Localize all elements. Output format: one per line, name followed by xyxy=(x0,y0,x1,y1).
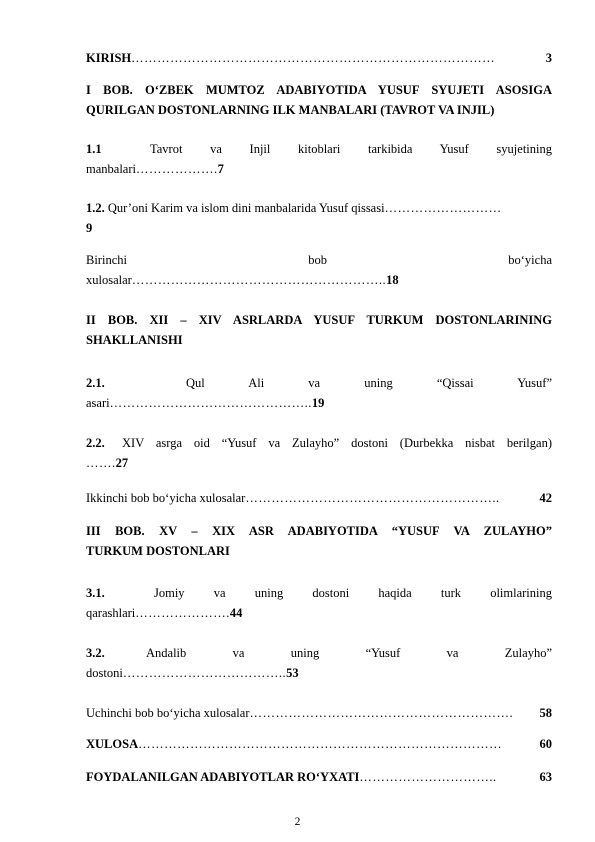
section-title: Qur’oni Karim va islom dini manbalarida Yusuf qissasi xyxy=(107,201,385,215)
toc-leader-dots: ………………………………………………….. xyxy=(245,491,500,505)
toc-entry-1-1[interactable] xyxy=(86,139,552,179)
section-title-cont: manbalari xyxy=(86,162,136,176)
toc-page-number: 9 xyxy=(86,221,93,235)
toc-label: XULOSA xyxy=(86,737,139,751)
section-title: Birinchi bob bo‘yicha xyxy=(86,253,552,267)
toc-leader-dots: ………………………………………………………………………… xyxy=(131,51,496,65)
toc-leader-dots: ……. xyxy=(86,456,116,470)
toc-page-number: 3 xyxy=(545,51,552,65)
toc-page-number: 53 xyxy=(286,666,299,680)
toc-entry-xulosa[interactable] xyxy=(86,736,552,753)
toc-entry-conclusion-1[interactable] xyxy=(86,250,552,290)
toc-leader-dots: ………………………….. xyxy=(359,770,497,784)
toc-entry-conclusion-2[interactable] xyxy=(86,490,552,507)
table-of-contents xyxy=(86,50,552,784)
toc-entry-2-1[interactable] xyxy=(86,373,552,413)
toc-leader-dots: ………………………………………………………………………… xyxy=(138,737,503,751)
toc-entry-3-1[interactable] xyxy=(86,583,552,623)
section-title: Jomiy va uning dostoni haqida turk olimlarining xyxy=(154,586,552,600)
toc-page-number: 44 xyxy=(229,606,243,620)
section-title-cont: asari xyxy=(86,396,110,410)
toc-entry-2-2[interactable] xyxy=(86,433,552,473)
toc-leader-dots: ……………………………………….. xyxy=(109,396,312,410)
toc-page-number: 7 xyxy=(217,162,224,176)
toc-leader-dots: ……………………………….. xyxy=(122,666,287,680)
chapter-title-line: TURKUM DOSTONLARI xyxy=(86,544,230,558)
toc-chapter-3[interactable] xyxy=(86,521,552,561)
section-title-cont: dostoni xyxy=(86,666,123,680)
page-number: 2 xyxy=(294,816,301,828)
toc-leader-dots: ………………. xyxy=(135,162,218,176)
section-title-cont: xulosalar xyxy=(86,273,132,287)
toc-page-number: 58 xyxy=(539,706,552,720)
toc-page-number: 60 xyxy=(539,737,552,751)
toc-entry-3-2[interactable] xyxy=(86,643,552,683)
chapter-title-line: QURILGAN DOSTONLARNING ILK MANBALARI (TAVROT VA INJIL) xyxy=(86,103,495,117)
toc-entry-1-2[interactable] xyxy=(86,198,552,238)
section-number: 1.2. xyxy=(86,201,105,215)
section-title: Ikkinchi bob bo‘yicha xulosalar xyxy=(86,491,246,505)
toc-label: KIRISH xyxy=(86,51,132,65)
chapter-title-line: III BOB. XV – XIX ASR ADABIYOTIDA “YUSUF VA ZULAYHO” xyxy=(86,524,552,538)
toc-leader-dots: ……………………… xyxy=(384,201,502,215)
toc-page-number: 19 xyxy=(311,396,325,410)
section-number: 3.2. xyxy=(86,646,105,660)
section-title: Qul Ali va uning “Qissai Yusuf” xyxy=(186,376,552,390)
section-number: 2.1. xyxy=(86,376,105,390)
toc-page-number: 42 xyxy=(539,491,552,505)
toc-leader-dots: …………………. xyxy=(135,606,230,620)
toc-leader-dots: ……………………………………………………. xyxy=(249,706,514,720)
section-number: 1.1 xyxy=(86,142,102,156)
section-title: XIV asrga oid “Yusuf va Zulayho” dostoni (Durbekka nisbat berilgan) xyxy=(122,436,552,450)
toc-chapter-1[interactable] xyxy=(86,80,552,120)
toc-label: FOYDALANILGAN ADABIYOTLAR RO‘YXATI xyxy=(86,770,360,784)
chapter-title-line: I BOB. O‘ZBEK MUMTOZ ADABIYOTIDA YUSUF SYUJETI ASOSIGA xyxy=(86,83,552,97)
toc-entry-kirish[interactable] xyxy=(86,50,552,67)
toc-page-number: 63 xyxy=(539,770,552,784)
chapter-title-line: SHAKLLANISHI xyxy=(86,333,183,347)
section-number: 3.1. xyxy=(86,586,105,600)
section-title: Uchinchi bob bo‘yicha xulosalar xyxy=(86,706,250,720)
toc-leader-dots: ………………………………………………….. xyxy=(131,273,387,287)
section-title: Andalib va uning “Yusuf va Zulayho” xyxy=(146,646,552,660)
section-title: Tavrot va Injil kitoblari tarkibida Yusuf syujetining xyxy=(150,142,552,156)
chapter-title-line: II BOB. XII – XIV ASRLARDA YUSUF TURKUM DOSTONLARINING xyxy=(86,313,552,327)
toc-chapter-2[interactable] xyxy=(86,310,552,350)
toc-entry-conclusion-3[interactable] xyxy=(86,705,552,722)
section-title-cont: qarashlari xyxy=(86,606,136,620)
toc-page-number: 27 xyxy=(115,456,129,470)
toc-entry-references[interactable] xyxy=(86,769,552,786)
section-number: 2.2. xyxy=(86,436,105,450)
toc-page-number: 18 xyxy=(386,273,399,287)
